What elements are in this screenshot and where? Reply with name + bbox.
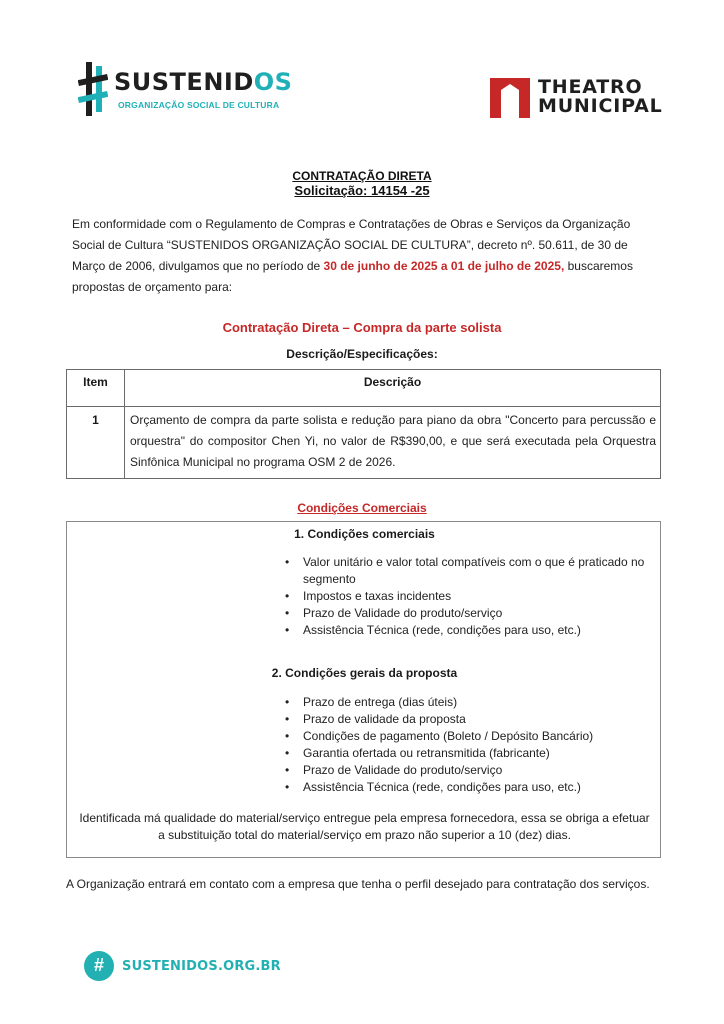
intro-paragraph: Em conformidade com o Regulamento de Compras e Contratações de Obras e Serviços da Organização Social de Cultura “SUSTENIDOS ORGANIZAÇÃO SOCIAL DE CULTURA”, decreto nº. 50.611, de 30 de Março de 2006, divulgamos que no período de 30 de junho de 2025 a 01 de julho de 2025, buscaremos propostas de orçamento para: xyxy=(72,217,633,294)
theatro-arch-icon xyxy=(488,74,532,118)
theatro-line2: MUNICIPAL xyxy=(538,95,663,117)
list-item: • Prazo de Validade do produto/serviço xyxy=(285,606,503,620)
table-header-item: Item xyxy=(83,375,108,389)
items-table xyxy=(66,369,661,479)
list-item: • Condições de pagamento (Boleto / Depósito Bancário) xyxy=(285,729,594,743)
theatro-municipal-logo xyxy=(488,74,663,120)
list-item: • Prazo de entrega (dias úteis) xyxy=(285,695,458,709)
table-cell-description: Orçamento de compra da parte solista e redução para piano da obra "Concerto para percussão e orquestra" do compositor Chen Yi, no valor de R$390,00, e que será executada pela Orquestra Sinfônica Municipal no programa OSM 2 de 2026. xyxy=(130,413,656,469)
list-item: • Garantia ofertada ou retransmitida (fabricante) xyxy=(285,746,550,760)
closing-statement: A Organização entrará em contato com a empresa que tenha o perfil desejado para contratação dos serviços. xyxy=(66,877,650,891)
commercial-conditions-heading: 1. Condições comerciais xyxy=(294,527,435,541)
section-title: Contratação Direta – Compra da parte solista xyxy=(222,320,502,335)
list-item: • Prazo de Validade do produto/serviço xyxy=(285,763,503,777)
conditions-box xyxy=(66,521,661,858)
list-item: • Assistência Técnica (rede, condições para uso, etc.) xyxy=(285,623,581,637)
footer-website-link[interactable]: SUSTENIDOS.ORG.BR xyxy=(122,959,281,974)
brand-subtitle: ORGANIZAÇÃO SOCIAL DE CULTURA xyxy=(118,100,280,110)
general-conditions-list xyxy=(285,694,655,796)
quality-note: Identificada má qualidade do material/serviço entregue pela empresa fornecedora, essa se obriga a efetuar a substituição total do material/serviço em prazo não superior a 10 (dez) dias. xyxy=(79,811,650,842)
table-header-description: Descrição xyxy=(363,375,422,389)
brand-name: SUSTENIDOS xyxy=(114,68,293,96)
hash-icon xyxy=(78,62,108,116)
theatro-line1: THEATRO xyxy=(538,76,643,98)
footer xyxy=(84,951,284,983)
solicitation-number: Solicitação: 14154 -25 xyxy=(294,183,430,198)
commercial-conditions-list xyxy=(285,554,655,639)
specifications-title: Descrição/Especificações: xyxy=(286,347,438,361)
period-highlight: 30 de junho de 2025 a 01 de julho de 2025, xyxy=(323,259,565,273)
conditions-title: Condições Comerciais xyxy=(297,501,427,515)
document-title: CONTRATAÇÃO DIRETA xyxy=(292,169,432,183)
list-item: • Impostos e taxas incidentes xyxy=(285,589,452,603)
list-item: • Assistência Técnica (rede, condições para uso, etc.) xyxy=(285,780,581,794)
sustenidos-logo xyxy=(78,62,293,120)
general-conditions-heading: 2. Condições gerais da proposta xyxy=(271,666,458,680)
footer-hash-icon: # xyxy=(84,951,114,981)
list-item: • Prazo de validade da proposta xyxy=(285,712,466,726)
list-item: • Valor unitário e valor total compatíveis com o que é praticado no segmento xyxy=(285,555,645,586)
table-divider xyxy=(67,406,660,407)
table-cell-item: 1 xyxy=(92,413,99,427)
